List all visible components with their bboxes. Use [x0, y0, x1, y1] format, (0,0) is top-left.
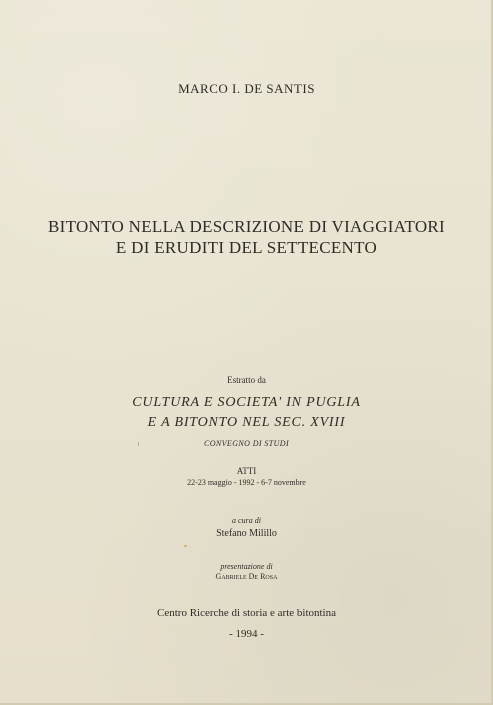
editor-label: a cura di — [232, 516, 261, 525]
author-name: MARCO I. DE SANTIS — [178, 81, 315, 96]
source-title-line-2: E A BITONTO NEL SEC. XVIII — [147, 415, 346, 430]
conference-dates: 22-23 maggio - 1992 - 6-7 novembre — [187, 478, 306, 487]
presentation-name: Gabriele De Rosa — [215, 572, 278, 581]
presentation-label: presentazione di — [220, 562, 273, 571]
paper-speck — [184, 545, 187, 547]
conference-label: CONVEGNO DI STUDI — [203, 439, 290, 448]
title-line-1: BITONTO NELLA DESCRIZIONE DI VIAGGIATORI — [48, 217, 445, 236]
editor-name: Stefano Milillo — [216, 528, 277, 539]
title-line-2: E DI ERUDITI DEL SETTECENTO — [115, 238, 378, 257]
publisher-name: Centro Ricerche di storia e arte bitontina — [157, 607, 336, 619]
publication-year: - 1994 - — [229, 628, 264, 640]
extract-label: Estratto da — [227, 375, 266, 385]
source-title-line-1: CULTURA E SOCIETA' IN PUGLIA — [132, 395, 361, 410]
acts-label: ATTI — [236, 466, 257, 476]
